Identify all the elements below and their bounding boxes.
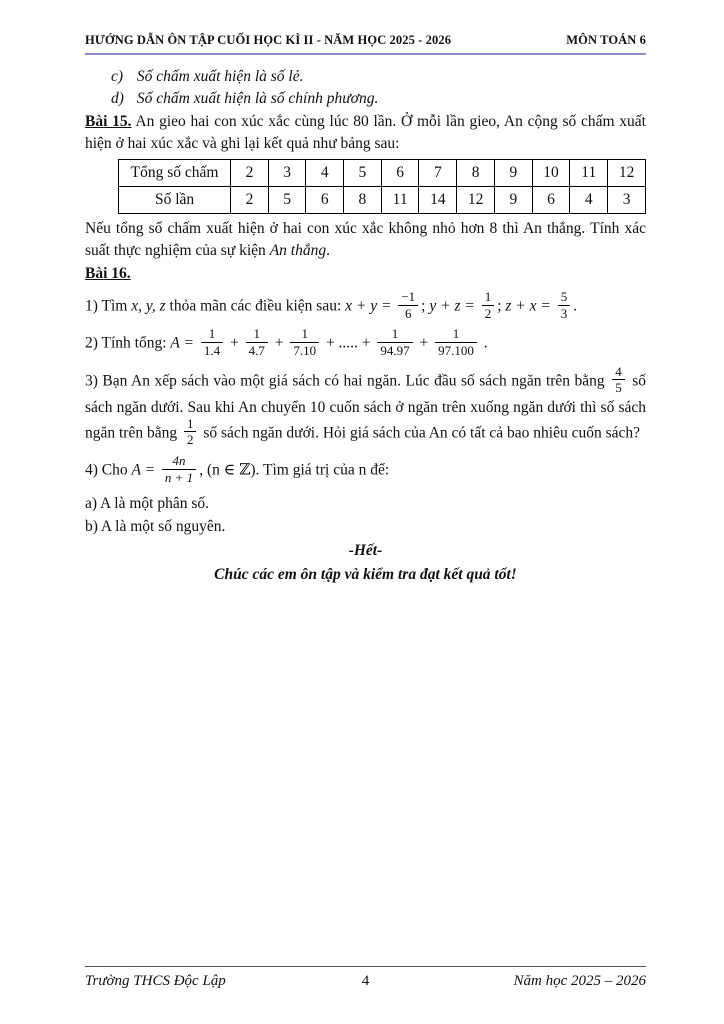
footer-school: Trường THCS Độc Lập xyxy=(85,973,226,989)
bai15-outro-event: An thắng xyxy=(269,242,327,259)
fraction xyxy=(435,327,477,357)
q4-sub-a-text: a) A là một phân số. xyxy=(85,495,209,513)
bai16-question-1 xyxy=(85,289,646,322)
fraction-denominator: 2 xyxy=(186,432,194,448)
fraction-denominator: n + 1 xyxy=(164,469,194,485)
q3-part3: số sách ngăn dưới. Hỏi giá sách của An có tất cả bao nhiêu cuốn sách? xyxy=(203,424,641,442)
fraction xyxy=(482,290,495,320)
q1-variables: x, y, z xyxy=(131,297,166,315)
table-row-total-dots xyxy=(119,160,646,187)
ellipsis-dots: + ..... + xyxy=(325,334,371,352)
end-marker-text: -Hết- xyxy=(348,542,383,560)
closing-wish xyxy=(85,564,646,586)
table-cell: 6 xyxy=(381,160,419,187)
q3-part2: số sách ngăn dưới. Sau khi An chuyển 10 cuốn sách ở ngăn trên xuống ngăn dưới thì số sách ngăn trên bằng xyxy=(85,372,647,442)
table-cell: 7 xyxy=(419,160,457,187)
q4-lhs: A = xyxy=(131,461,156,479)
table-cell: 6 xyxy=(306,187,344,214)
page-header xyxy=(85,33,646,55)
q1-period: . xyxy=(573,297,578,315)
q2-period: . xyxy=(483,334,488,352)
fraction xyxy=(558,290,571,320)
end-marker xyxy=(85,540,646,562)
fraction-numerator: 1 xyxy=(201,327,223,343)
list-item-c-text: Số chấm xuất hiện là số lẻ. xyxy=(136,68,304,85)
fraction-denominator: 97.100 xyxy=(438,342,474,358)
fraction-numerator: 1 xyxy=(482,290,495,306)
table-cell: 9 xyxy=(494,160,532,187)
q1-separator: ; xyxy=(497,297,502,315)
q4-condition: , (n ∈ ℤ) xyxy=(199,461,256,479)
fraction-denominator: 4.7 xyxy=(248,342,265,358)
table-cell: 6 xyxy=(532,187,570,214)
bai15-intro-text: An gieo hai con xúc xắc cùng lúc 80 lần. Ở mỗi lần gieo, An cộng số chấm xuất hiện ở hai xúc xắc và ghi lại kết quả như bảng sau: xyxy=(85,113,646,152)
table-cell: 12 xyxy=(608,160,646,187)
header-title: HƯỚNG DẪN ÔN TẬP CUỐI HỌC KÌ II - NĂM HỌC 2025 - 2026 xyxy=(85,33,452,47)
table-cell: 8 xyxy=(457,160,495,187)
list-item-c xyxy=(111,66,646,88)
fraction-numerator: 1 xyxy=(290,327,319,343)
table-cell: 5 xyxy=(268,187,306,214)
document-body xyxy=(85,66,646,588)
list-item-d-label: d) xyxy=(111,90,124,107)
bai15-outro-text: Nếu tổng số chấm xuất hiện ở hai con xúc xắc không nhỏ hơn 8 thì An thắng. Tính xác suất thực nghiệm của sự kiện xyxy=(85,220,646,259)
q1-separator: ; xyxy=(421,297,426,315)
q4-suffix: . Tìm giá trị của n để: xyxy=(255,461,390,479)
dice-frequency-table xyxy=(118,159,646,214)
fraction xyxy=(398,290,418,320)
fraction xyxy=(377,327,412,357)
fraction-numerator: 4n xyxy=(162,454,196,470)
table-cell: 3 xyxy=(608,187,646,214)
table-cell: 11 xyxy=(381,187,419,214)
fraction xyxy=(612,365,625,395)
table-row-header: Số lần xyxy=(119,187,231,214)
fraction-numerator: 1 xyxy=(184,417,197,433)
fraction-numerator: 5 xyxy=(558,290,571,306)
bai16-label: Bài 16. xyxy=(85,265,131,282)
list-item-c-label: c) xyxy=(111,68,124,85)
table-cell: 8 xyxy=(344,187,382,214)
plus-sign: + xyxy=(229,334,239,352)
fraction xyxy=(201,327,223,357)
table-cell: 4 xyxy=(306,160,344,187)
table-cell: 9 xyxy=(494,187,532,214)
closing-wish-text: Chúc các em ôn tập và kiểm tra đạt kết quả tốt! xyxy=(214,566,517,584)
fraction-numerator: −1 xyxy=(398,290,418,306)
fraction xyxy=(290,327,319,357)
fraction xyxy=(162,454,196,484)
fraction xyxy=(246,327,268,357)
table-cell: 2 xyxy=(231,160,269,187)
bai15-outro xyxy=(85,218,646,262)
table-cell: 12 xyxy=(457,187,495,214)
list-item-d xyxy=(111,88,646,110)
q2-lhs: A = xyxy=(170,334,194,352)
page-footer xyxy=(85,966,646,990)
q1-prefix: 1) Tìm xyxy=(85,297,128,315)
bai16-question-4 xyxy=(85,453,646,486)
bai15-label: Bài 15. xyxy=(85,113,132,130)
q1-eq3-lhs: z + x = xyxy=(505,297,551,315)
fraction-numerator: 1 xyxy=(246,327,268,343)
table-cell: 5 xyxy=(344,160,382,187)
q3-part1: 3) Bạn An xếp sách vào một giá sách có hai ngăn. Lúc đầu số sách ngăn trên bằng xyxy=(85,372,605,390)
table-cell: 10 xyxy=(532,160,570,187)
bai16-question-2 xyxy=(85,326,646,359)
list-item-d-text: Số chấm xuất hiện là số chính phương. xyxy=(136,90,379,107)
fraction-numerator: 1 xyxy=(435,327,477,343)
header-subject: MÔN TOÁN 6 xyxy=(566,33,646,47)
table-cell: 3 xyxy=(268,160,306,187)
fraction-numerator: 1 xyxy=(377,327,412,343)
fraction-denominator: 94.97 xyxy=(380,342,410,358)
q4-prefix: 4) Cho xyxy=(85,461,128,479)
table-row-header: Tổng số chấm xyxy=(119,160,231,187)
fraction-denominator: 1.4 xyxy=(203,342,221,358)
bai16-question-3 xyxy=(85,363,647,450)
fraction-denominator: 7.10 xyxy=(293,342,317,358)
table-row-frequency xyxy=(119,187,646,214)
bai16-q4-sub-a xyxy=(85,493,646,515)
footer-page-number: 4 xyxy=(361,973,370,989)
table-cell: 11 xyxy=(570,160,608,187)
table-cell: 4 xyxy=(570,187,608,214)
footer-school-year: Năm học 2025 – 2026 xyxy=(513,973,646,989)
q1-eq2-lhs: y + z = xyxy=(429,297,475,315)
q4-sub-b-text: b) A là một số nguyên. xyxy=(85,518,226,536)
fraction-denominator: 3 xyxy=(560,305,568,321)
fraction xyxy=(184,417,197,447)
fraction-denominator: 6 xyxy=(405,305,412,321)
q1-eq1-lhs: x + y = xyxy=(345,297,392,315)
fraction-numerator: 4 xyxy=(612,365,625,381)
table-cell: 2 xyxy=(231,187,269,214)
table-cell: 14 xyxy=(419,187,457,214)
plus-sign: + xyxy=(419,334,429,352)
bai15-paragraph xyxy=(85,111,646,155)
bai16-heading xyxy=(85,263,646,285)
fraction-denominator: 5 xyxy=(615,380,622,396)
bai16-q4-sub-b xyxy=(85,516,646,538)
q1-mid: thỏa mãn các điều kiện sau: xyxy=(169,297,342,315)
bai15-outro-period: . xyxy=(326,242,330,259)
q2-prefix: 2) Tính tổng: xyxy=(85,334,167,352)
plus-sign: + xyxy=(274,334,284,352)
fraction-denominator: 2 xyxy=(484,305,492,321)
